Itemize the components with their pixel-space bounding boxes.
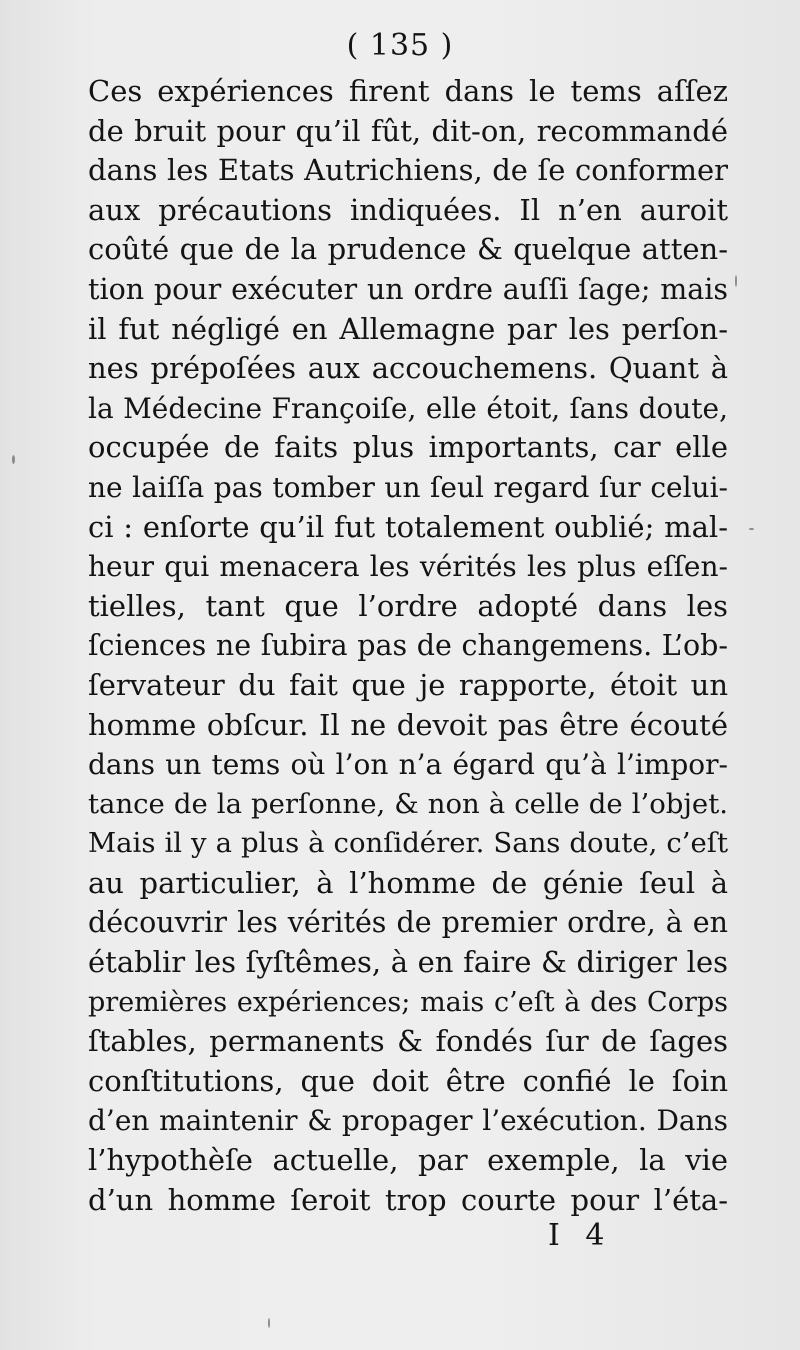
text-line: l’hypothèſe actuelle, par exemple, la vie bbox=[88, 1143, 728, 1178]
text-line: tion pour exécuter un ordre auſſi ſage; mais bbox=[88, 272, 728, 306]
text-line: la Médecine Françoiſe, elle étoit, ſans doute, bbox=[88, 391, 728, 425]
body-text bbox=[88, 72, 728, 1220]
text-line: ſtables, permanents & fondés ſur de ſages bbox=[88, 1024, 728, 1059]
text-line: aux précautions indiquées. Il n’en auroit bbox=[88, 192, 728, 227]
text-line: tance de la perſonne, & non à celle de l’objet. bbox=[88, 787, 728, 820]
paper-speck bbox=[12, 455, 15, 464]
text-line: ſervateur du fait que je rapporte, étoit un bbox=[88, 667, 728, 702]
text-line: coûté que de la prudence & quelque atten- bbox=[88, 232, 728, 267]
text-line: au particulier, à l’homme de génie ſeul à bbox=[88, 865, 728, 900]
text-line: homme obſcur. Il ne devoit pas être écouté bbox=[88, 707, 728, 742]
text-line: heur qui menacera les vérités les plus eſſen- bbox=[88, 550, 728, 584]
text-line: Mais il y a plus à conſidérer. Sans doute, c’eſt bbox=[88, 827, 728, 860]
text-line: ne laiſſa pas tomber un ſeul regard ſur celui- bbox=[88, 470, 728, 504]
text-line: premières expériences; mais c’eſt à des Corps bbox=[88, 986, 728, 1018]
paper-speck bbox=[749, 528, 754, 530]
paper-speck bbox=[268, 1318, 270, 1328]
text-line: d’un homme ſeroit trop courte pour l’éta- bbox=[88, 1182, 728, 1217]
text-line: d’en maintenir & propager l’exécution. Dans bbox=[88, 1104, 728, 1138]
paper-speck bbox=[735, 275, 737, 287]
text-line: établir les ſyſtêmes, à en faire & diriger les bbox=[88, 945, 728, 980]
page-number-header: ( 135 ) bbox=[346, 28, 454, 63]
text-line: nes prépoſées aux accouchemens. Quant à bbox=[88, 351, 728, 386]
text-line: ci : enſorte qu’il fut totalement oublié; mal- bbox=[88, 509, 728, 544]
text-line: dans les Etats Autrichiens, de ſe conformer bbox=[88, 153, 728, 188]
text-line: tielles, tant que l’ordre adopté dans les bbox=[88, 588, 728, 623]
text-line: découvrir les vérités de premier ordre, à en bbox=[88, 906, 728, 940]
text-line: conſtitutions, que doit être confié le ſoin bbox=[88, 1063, 728, 1098]
text-line: Ces expériences firent dans le tems aſſez bbox=[88, 74, 728, 108]
text-line: ſciences ne ſubira pas de changemens. L’ob- bbox=[88, 629, 728, 663]
text-line: dans un tems où l’on n’a égard qu’à l’impor- bbox=[88, 748, 728, 782]
text-line: de bruit pour qu’il fût, dit-on, recommandé bbox=[88, 113, 728, 148]
text-line: occupée de faits plus importants, car elle bbox=[88, 430, 728, 465]
text-line: il fut négligé en Allemagne par les perſon- bbox=[88, 311, 728, 346]
signature-mark: I 4 bbox=[548, 1218, 613, 1253]
